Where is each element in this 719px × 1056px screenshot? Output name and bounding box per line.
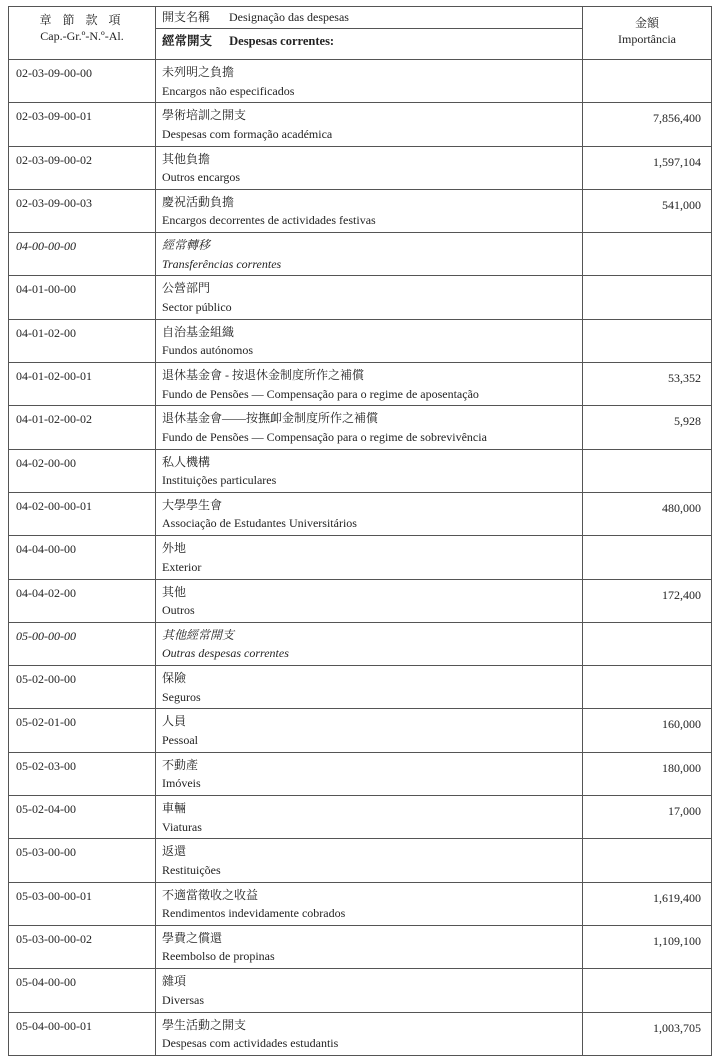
row-designation-zh: 退休基金會 - 按退休金制度所作之補償 (162, 368, 364, 383)
budget-table (8, 6, 712, 1056)
row-designation-zh: 退休基金會——按撫卹金制度所作之補償 (162, 411, 379, 426)
table-header-row (9, 7, 712, 60)
row-designation-zh: 其他 (162, 584, 187, 599)
table-row (9, 406, 712, 449)
row-designation-zh: 人員 (162, 714, 187, 729)
row-designation-pt: Fundo de Pensões — Compensação para o regime de aposentação (162, 386, 479, 401)
row-designation (156, 709, 583, 752)
row-code: 05-02-01-00 (9, 709, 156, 752)
row-designation-pt: Encargos não especificados (162, 83, 295, 98)
row-amount: 160,000 (583, 709, 712, 752)
table-row (9, 319, 712, 362)
code-header-pt: Cap.-Gr.º-N.º-Al. (40, 29, 124, 43)
table-row (9, 60, 712, 103)
row-designation-pt: Outras despesas correntes (162, 646, 289, 661)
row-designation (156, 189, 583, 232)
row-designation-pt: Associação de Estudantes Universitários (162, 516, 357, 531)
section-heading (156, 29, 582, 50)
row-designation-zh: 自治基金組織 (162, 324, 235, 339)
budget-rows (9, 60, 712, 1056)
row-designation-zh: 經常轉移 (162, 238, 211, 253)
table-row (9, 233, 712, 276)
row-designation-pt: Encargos decorrentes de actividades festivas (162, 213, 376, 228)
row-designation-pt: Outros encargos (162, 170, 241, 185)
row-designation (156, 969, 583, 1012)
row-code: 05-02-04-00 (9, 796, 156, 839)
row-designation (156, 925, 583, 968)
row-designation-zh: 學費之償還 (162, 930, 223, 945)
row-designation-zh: 不適當徵收之收益 (162, 887, 259, 902)
row-designation (156, 579, 583, 622)
table-row (9, 925, 712, 968)
table-row (9, 796, 712, 839)
row-code: 02-03-09-00-03 (9, 189, 156, 232)
row-amount: 53,352 (583, 363, 712, 406)
row-designation-zh: 其他經常開支 (162, 627, 235, 642)
row-code: 02-03-09-00-00 (9, 60, 156, 103)
designation-header-pt: Designação das despesas (229, 10, 349, 24)
row-designation (156, 882, 583, 925)
row-designation-zh: 雜項 (162, 974, 187, 989)
row-designation (156, 103, 583, 146)
row-code: 05-02-00-00 (9, 666, 156, 709)
table-row (9, 622, 712, 665)
budget-page (8, 6, 711, 1056)
row-designation-zh: 保險 (162, 671, 187, 686)
table-row (9, 363, 712, 406)
row-code: 05-03-00-00 (9, 839, 156, 882)
row-code: 04-01-02-00-01 (9, 363, 156, 406)
row-designation-zh: 外地 (162, 541, 187, 556)
row-designation-pt: Imóveis (162, 776, 201, 791)
row-amount (583, 276, 712, 319)
row-code: 04-04-00-00 (9, 536, 156, 579)
row-designation-pt: Rendimentos indevidamente cobrados (162, 906, 346, 921)
row-designation (156, 536, 583, 579)
row-designation-pt: Outros (162, 603, 195, 618)
row-designation-zh: 公營部門 (162, 281, 211, 296)
row-code: 04-01-02-00 (9, 319, 156, 362)
row-code: 05-00-00-00 (9, 622, 156, 665)
row-designation (156, 666, 583, 709)
row-designation (156, 406, 583, 449)
section-heading-pt: Despesas correntes: (229, 34, 335, 48)
table-row (9, 536, 712, 579)
row-designation-pt: Seguros (162, 689, 201, 704)
row-code: 04-02-00-00 (9, 449, 156, 492)
row-designation-pt: Despesas com actividades estudantis (162, 1036, 339, 1051)
row-designation-pt: Reembolso de propinas (162, 949, 275, 964)
row-designation-pt: Despesas com formação académica (162, 126, 333, 141)
row-designation (156, 233, 583, 276)
row-designation-zh: 學術培訓之開支 (162, 108, 247, 123)
row-designation-zh: 慶祝活動負擔 (162, 194, 235, 209)
table-row (9, 492, 712, 535)
table-row (9, 882, 712, 925)
row-amount (583, 969, 712, 1012)
table-row (9, 276, 712, 319)
table-row (9, 709, 712, 752)
amount-column-header (583, 7, 712, 60)
row-designation-pt: Sector público (162, 299, 232, 314)
designation-column-header (156, 7, 583, 60)
table-row (9, 1012, 712, 1055)
row-designation (156, 449, 583, 492)
row-designation-zh: 車輛 (162, 801, 187, 816)
row-code: 04-00-00-00 (9, 233, 156, 276)
row-amount: 17,000 (583, 796, 712, 839)
row-designation-zh: 不動產 (162, 757, 199, 772)
table-row (9, 449, 712, 492)
table-row (9, 752, 712, 795)
row-designation (156, 492, 583, 535)
amount-header-pt: Importância (618, 32, 676, 46)
table-row (9, 146, 712, 189)
row-amount (583, 622, 712, 665)
row-designation-pt: Diversas (162, 992, 204, 1007)
row-designation (156, 60, 583, 103)
row-designation (156, 796, 583, 839)
code-header-zh: 章 節 款 項 (39, 13, 125, 27)
row-amount (583, 60, 712, 103)
designation-header-zh: 開支名稱 (162, 10, 211, 24)
table-row (9, 103, 712, 146)
table-row (9, 189, 712, 232)
row-code: 05-03-00-00-02 (9, 925, 156, 968)
row-code: 04-02-00-00-01 (9, 492, 156, 535)
row-amount: 172,400 (583, 579, 712, 622)
row-amount: 1,619,400 (583, 882, 712, 925)
row-designation-zh: 其他負擔 (162, 151, 211, 166)
row-designation-pt: Transferências correntes (162, 256, 282, 271)
row-designation (156, 146, 583, 189)
row-designation-pt: Fundos autónomos (162, 343, 254, 358)
row-designation (156, 752, 583, 795)
row-amount: 1,109,100 (583, 925, 712, 968)
code-column-header (9, 7, 156, 60)
row-amount (583, 233, 712, 276)
row-amount: 541,000 (583, 189, 712, 232)
row-designation-zh: 私人機構 (162, 454, 211, 469)
row-amount: 5,928 (583, 406, 712, 449)
row-designation-pt: Fundo de Pensões — Compensação para o regime de sobrevivência (162, 429, 487, 444)
amount-header-zh: 金額 (634, 16, 659, 30)
row-code: 04-01-00-00 (9, 276, 156, 319)
row-amount: 480,000 (583, 492, 712, 535)
row-code: 04-01-02-00-02 (9, 406, 156, 449)
table-row (9, 666, 712, 709)
row-code: 05-02-03-00 (9, 752, 156, 795)
row-amount (583, 666, 712, 709)
row-code: 02-03-09-00-01 (9, 103, 156, 146)
row-amount: 1,003,705 (583, 1012, 712, 1055)
row-amount (583, 839, 712, 882)
row-amount (583, 449, 712, 492)
row-designation-pt: Pessoal (162, 732, 198, 747)
row-designation-zh: 學生活動之開支 (162, 1017, 247, 1032)
row-designation (156, 276, 583, 319)
row-amount: 1,597,104 (583, 146, 712, 189)
row-designation-pt: Exterior (162, 559, 202, 574)
row-designation-zh: 大學學生會 (162, 497, 223, 512)
row-amount (583, 536, 712, 579)
row-amount: 180,000 (583, 752, 712, 795)
row-designation-zh: 返還 (162, 844, 187, 859)
table-row (9, 839, 712, 882)
row-code: 05-03-00-00-01 (9, 882, 156, 925)
row-amount (583, 319, 712, 362)
section-heading-zh: 經常開支 (162, 34, 213, 48)
designation-header-title (156, 7, 582, 29)
row-code: 02-03-09-00-02 (9, 146, 156, 189)
row-designation-pt: Instituições particulares (162, 473, 277, 488)
row-code: 05-04-00-00-01 (9, 1012, 156, 1055)
row-designation (156, 1012, 583, 1055)
table-row (9, 579, 712, 622)
row-designation (156, 319, 583, 362)
row-amount: 7,856,400 (583, 103, 712, 146)
row-designation (156, 363, 583, 406)
row-designation-pt: Viaturas (162, 819, 202, 834)
row-designation (156, 622, 583, 665)
row-code: 05-04-00-00 (9, 969, 156, 1012)
row-code: 04-04-02-00 (9, 579, 156, 622)
row-designation-zh: 未列明之負擔 (162, 65, 235, 79)
table-row (9, 969, 712, 1012)
row-designation (156, 839, 583, 882)
row-designation-pt: Restituições (162, 862, 221, 877)
